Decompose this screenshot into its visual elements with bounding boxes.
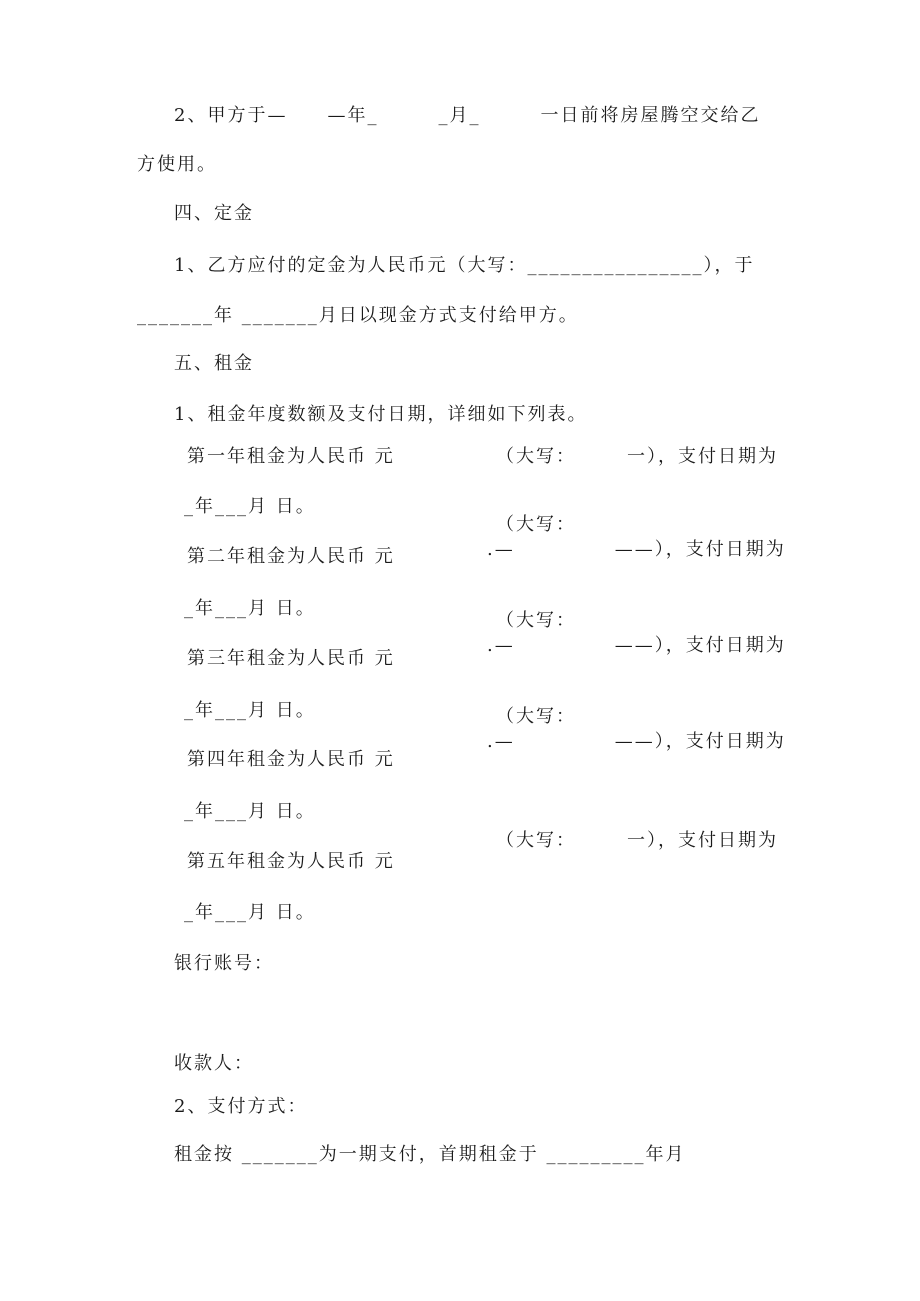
rent-year-5-right: （大写： 一），支付日期为	[496, 830, 778, 851]
rent-year-1-date: _年___月 日。	[184, 496, 316, 517]
payment-method-heading: 2、支付方式：	[174, 1096, 308, 1117]
clause-2-line-1: 2、甲方于— —年_ _月_ 一日前将房屋腾空交给乙	[174, 105, 761, 126]
rent-year-3-date: _年___月 日。	[184, 700, 316, 721]
rent-year-2-left: 第二年租金为人民币 元	[187, 546, 395, 567]
rent-year-4-left: 第四年租金为人民币 元	[187, 749, 395, 770]
deposit-line-2: _______年 _______月日以现金方式支付给甲方。	[137, 305, 579, 326]
rent-year-1-left: 第一年租金为人民币 元	[187, 446, 395, 467]
rent-year-2-right: .— ——），支付日期为	[487, 539, 786, 560]
rent-year-4-amount-label: （大写：	[496, 706, 576, 727]
rent-year-2-amount-label: （大写：	[496, 514, 576, 535]
section-4-heading: 四、定金	[174, 203, 254, 224]
payee-label: 收款人：	[174, 1053, 254, 1074]
rent-year-4-date: _年___月 日。	[184, 801, 316, 822]
rent-year-3-left: 第三年租金为人民币 元	[187, 648, 395, 669]
rent-year-1-right: （大写： 一），支付日期为	[496, 446, 778, 467]
section-5-heading: 五、租金	[174, 353, 254, 374]
bank-account-label: 银行账号：	[174, 953, 274, 974]
rent-year-5-left: 第五年租金为人民币 元	[187, 851, 395, 872]
rent-year-3-right: .— ——），支付日期为	[487, 635, 786, 656]
clause-2-line-2: 方使用。	[137, 154, 217, 175]
payment-method-detail: 租金按 _______为一期支付，首期租金于 _________年月	[174, 1144, 686, 1165]
deposit-line-1: 1、乙方应付的定金为人民币元（大写：________________），于	[174, 255, 755, 276]
rent-year-2-date: _年___月 日。	[184, 598, 316, 619]
rent-year-5-date: _年___月 日。	[184, 902, 316, 923]
rent-year-4-right: .— ——），支付日期为	[487, 731, 786, 752]
rent-year-3-amount-label: （大写：	[496, 610, 576, 631]
rent-item-1: 1、租金年度数额及支付日期，详细如下列表。	[174, 404, 588, 425]
